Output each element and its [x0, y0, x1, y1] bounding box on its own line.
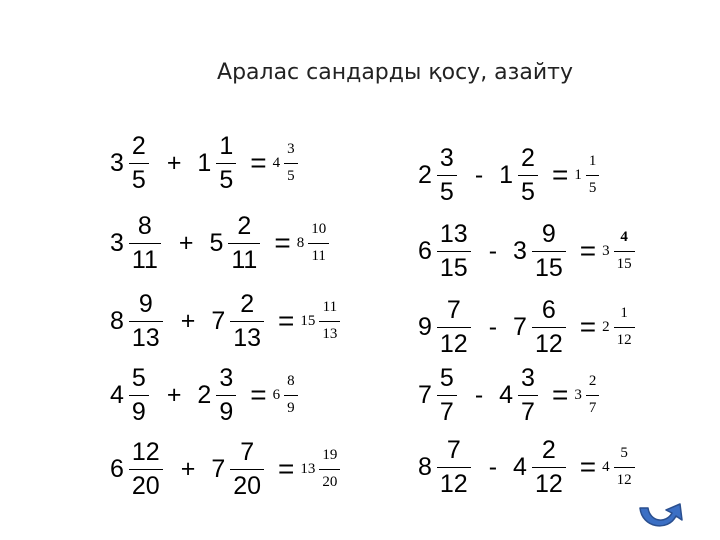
whole-number: 8	[418, 452, 432, 481]
fraction	[437, 145, 457, 205]
numerator: 8	[287, 372, 295, 389]
equals-sign: =	[278, 305, 295, 336]
answer	[273, 142, 300, 185]
whole-number: 3	[513, 236, 527, 265]
answer-fraction	[284, 142, 298, 185]
denominator: 12	[534, 329, 563, 358]
operator: -	[488, 236, 498, 265]
fraction-bar	[437, 327, 471, 328]
numerator: 2	[541, 436, 556, 465]
fraction	[216, 133, 236, 193]
equation-left-2	[104, 208, 331, 278]
answer-fraction	[614, 306, 635, 349]
whole-number: 7	[418, 380, 432, 409]
answer-fraction	[308, 222, 329, 265]
answer-fraction	[614, 230, 635, 273]
denominator: 5	[439, 177, 454, 206]
fraction-bar	[230, 321, 264, 322]
denominator: 9	[219, 397, 234, 426]
denominator: 20	[233, 471, 262, 500]
operator: -	[474, 380, 484, 409]
whole-number: 6	[110, 454, 124, 483]
numerator: 5	[131, 364, 146, 393]
fraction-bar	[614, 467, 635, 468]
answer	[574, 374, 601, 417]
equation-left-5	[104, 434, 342, 504]
whole-number: 2	[418, 160, 432, 189]
equation-left-1	[104, 128, 300, 198]
fraction-bar	[518, 395, 538, 396]
operator: -	[488, 312, 498, 341]
answer-whole: 3	[574, 386, 582, 403]
numerator: 1	[219, 132, 234, 161]
answer	[602, 230, 637, 273]
numerator: 3	[439, 144, 454, 173]
denominator: 5	[287, 167, 295, 184]
answer	[300, 300, 342, 343]
denominator: 13	[233, 323, 262, 352]
fraction-bar	[437, 175, 457, 176]
equation-right-5	[412, 432, 637, 502]
denominator: 7	[521, 397, 535, 426]
whole-number: 9	[418, 312, 432, 341]
whole-number: 1	[499, 160, 514, 189]
operator: -	[488, 452, 498, 481]
equation-right-4	[412, 360, 601, 430]
numerator: 12	[131, 438, 160, 467]
numerator: 7	[446, 436, 461, 465]
equals-sign: =	[551, 379, 569, 410]
denominator: 13	[322, 325, 338, 342]
fraction-bar	[319, 469, 340, 470]
fraction	[518, 145, 538, 205]
equals-sign: =	[579, 311, 597, 342]
denominator: 12	[534, 469, 563, 498]
fraction-bar	[228, 243, 260, 244]
denominator: 11	[131, 245, 158, 274]
fraction-bar	[129, 321, 163, 322]
denominator: 20	[322, 473, 338, 490]
fraction-bar	[532, 327, 566, 328]
whole-number: 4	[513, 452, 527, 481]
fraction	[129, 133, 149, 193]
whole-number: 4	[499, 380, 514, 409]
fraction	[228, 213, 260, 273]
operator: +	[166, 148, 182, 177]
fraction	[216, 365, 236, 425]
fraction-bar	[437, 251, 471, 252]
numerator: 11	[322, 298, 338, 315]
numerator: 2	[521, 144, 535, 173]
numerator: 7	[446, 296, 461, 325]
fraction-bar	[129, 243, 161, 244]
fraction	[437, 365, 457, 425]
operator: +	[178, 228, 194, 257]
fraction	[230, 439, 264, 499]
operator: -	[474, 160, 484, 189]
numerator: 1	[620, 304, 628, 321]
fraction	[129, 439, 163, 499]
fraction-bar	[586, 395, 600, 396]
answer-whole: 6	[272, 386, 281, 403]
answer-whole: 13	[300, 460, 316, 477]
answer-whole: 3	[602, 242, 610, 259]
slide-title: Аралас сандарды қосу, азайту	[217, 60, 573, 85]
numerator: 2	[131, 132, 146, 161]
equals-sign: =	[274, 227, 291, 258]
denominator: 13	[131, 323, 160, 352]
operator: +	[166, 380, 182, 409]
numerator: 3	[219, 364, 234, 393]
fraction-bar	[284, 163, 298, 164]
answer-whole: 4	[272, 154, 281, 171]
whole-number: 7	[211, 306, 226, 335]
numerator: 1	[588, 152, 597, 169]
answer-whole: 15	[300, 312, 316, 329]
denominator: 12	[616, 471, 632, 488]
numerator: 8	[137, 212, 152, 241]
numerator: 2	[588, 372, 597, 389]
denominator: 11	[231, 245, 258, 274]
fraction-bar	[518, 175, 538, 176]
fraction-bar	[230, 469, 264, 470]
numerator: 3	[521, 364, 535, 393]
denominator: 20	[131, 471, 160, 500]
fraction	[129, 291, 163, 351]
answer-fraction	[319, 448, 340, 491]
fraction-bar	[308, 243, 329, 244]
numerator: 2	[240, 290, 255, 319]
denominator: 15	[616, 255, 632, 272]
numerator: 5	[620, 444, 628, 461]
fraction-bar	[129, 469, 163, 470]
fraction	[129, 213, 161, 273]
denominator: 5	[588, 179, 597, 196]
whole-number: 8	[110, 306, 124, 335]
equals-sign: =	[250, 147, 267, 178]
equation-left-4	[104, 360, 300, 430]
fraction	[437, 297, 471, 357]
return-button[interactable]	[634, 502, 686, 536]
fraction	[532, 297, 566, 357]
answer-fraction	[586, 154, 600, 197]
fraction-bar	[319, 321, 340, 322]
fraction	[532, 437, 566, 497]
answer	[602, 306, 637, 349]
denominator: 7	[588, 399, 597, 416]
denominator: 15	[439, 253, 468, 282]
fraction-bar	[437, 467, 471, 468]
fraction-bar	[437, 395, 457, 396]
answer	[574, 154, 601, 197]
fraction	[532, 221, 566, 281]
answer	[273, 374, 300, 417]
numerator: 9	[138, 290, 153, 319]
equals-sign: =	[551, 159, 569, 190]
fraction-bar	[216, 395, 236, 396]
answer-fraction	[586, 374, 600, 417]
whole-number: 6	[418, 236, 432, 265]
fraction-bar	[614, 251, 635, 252]
numerator: 13	[439, 220, 468, 249]
operator: +	[180, 454, 196, 483]
denominator: 12	[616, 331, 632, 348]
numerator: 9	[541, 220, 556, 249]
answer-fraction	[614, 446, 635, 489]
fraction-bar	[216, 163, 236, 164]
denominator: 12	[439, 329, 468, 358]
denominator: 5	[521, 177, 535, 206]
denominator: 12	[439, 469, 468, 498]
fraction-bar	[614, 327, 635, 328]
fraction	[129, 365, 149, 425]
whole-number: 7	[211, 454, 226, 483]
fraction-bar	[532, 467, 566, 468]
equals-sign: =	[250, 379, 267, 410]
fraction	[437, 221, 471, 281]
answer-whole: 4	[602, 458, 610, 475]
numerator: 4	[620, 228, 628, 245]
fraction-bar	[532, 251, 566, 252]
answer	[297, 222, 332, 265]
answer-whole: 8	[296, 234, 305, 251]
fraction	[437, 437, 471, 497]
answer-fraction	[284, 374, 298, 417]
equals-sign: =	[579, 235, 597, 266]
answer-fraction	[319, 300, 340, 343]
equation-right-3	[412, 292, 637, 362]
numerator: 3	[287, 140, 295, 157]
equation-right-1	[412, 140, 601, 210]
denominator: 7	[439, 397, 454, 426]
denominator: 15	[534, 253, 563, 282]
denominator: 5	[131, 165, 146, 194]
numerator: 6	[541, 296, 556, 325]
equation-right-2	[412, 216, 637, 286]
denominator: 11	[311, 247, 326, 264]
numerator: 19	[322, 446, 338, 463]
numerator: 10	[311, 220, 327, 237]
whole-number: 7	[513, 312, 527, 341]
fraction-bar	[586, 175, 600, 176]
answer-whole: 2	[602, 318, 610, 335]
fraction-bar	[129, 163, 149, 164]
answer-whole: 1	[574, 166, 582, 183]
whole-number: 3	[110, 228, 124, 257]
numerator: 7	[240, 438, 255, 467]
numerator: 2	[237, 212, 252, 241]
answer	[602, 446, 637, 489]
whole-number: 4	[110, 380, 124, 409]
whole-number: 2	[197, 380, 212, 409]
whole-number: 5	[209, 228, 224, 257]
equation-left-3	[104, 286, 342, 356]
fraction-bar	[129, 395, 149, 396]
numerator: 5	[439, 364, 454, 393]
equals-sign: =	[278, 453, 295, 484]
denominator: 9	[287, 399, 295, 416]
whole-number: 3	[110, 148, 124, 177]
fraction-bar	[284, 395, 298, 396]
denominator: 5	[219, 165, 234, 194]
whole-number: 1	[197, 148, 212, 177]
operator: +	[180, 306, 196, 335]
return-arrow-icon	[634, 502, 686, 536]
equals-sign: =	[579, 451, 597, 482]
fraction	[230, 291, 264, 351]
denominator: 9	[131, 397, 146, 426]
fraction	[518, 365, 538, 425]
answer	[300, 448, 342, 491]
